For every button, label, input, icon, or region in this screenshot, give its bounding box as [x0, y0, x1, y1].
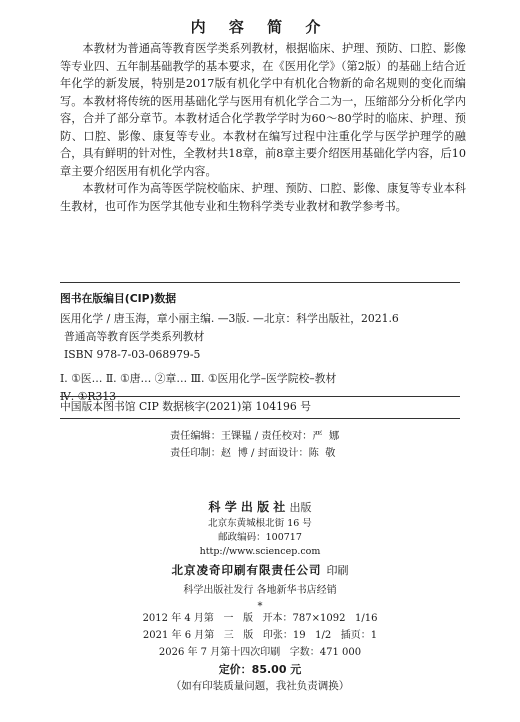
publisher-block [0, 498, 520, 614]
publisher-url: http://www.sciencep.com [199, 546, 321, 557]
section-title: 内 容 简 介 [190, 18, 330, 36]
quality-note: （如有印装质量问题，我社负责调换） [170, 680, 350, 692]
edition-block [0, 610, 520, 695]
edition-row-1: 2012 年 4 月第 一 版 开本：787×1092 1/16 [142, 613, 378, 624]
credits-editors: 责任编辑：王锞韫 / 责任校对：严 娜 [170, 431, 340, 442]
edition-row-2: 2021 年 6 月第 三 版 印张：19 1/2 插页：1 [142, 630, 378, 641]
cip-class-code: Ⅳ. ①R313 [60, 390, 117, 403]
publisher-role: 出版 [289, 501, 312, 514]
separator-star: * [257, 601, 263, 612]
publisher-name: 科 学 出 版 社 [208, 500, 286, 514]
divider-top [60, 282, 460, 283]
printer-role: 印刷 [326, 564, 349, 577]
cip-title-line: 医用化学 / 唐玉海，章小丽主编. —3版. —北京：科学出版社，2021.6 [60, 312, 399, 325]
divider-mid-1 [60, 396, 460, 397]
intro-paragraph-2: 本教材可作为高等医学院校临床、护理、预防、口腔、影像、康复等专业本科生教材，也可作为医学其他专业和生物科学类专业教材和教学参考书。 [60, 182, 466, 213]
cip-record: 中国版本图书馆 CIP 数据核字(2021)第 104196 号 [60, 400, 311, 413]
printer-name: 北京凌奇印刷有限责任公司 [171, 563, 322, 577]
intro-text [60, 40, 466, 215]
publisher-address: 北京东黄城根北街 16 号 [208, 518, 312, 529]
divider-mid-2 [60, 418, 460, 419]
cip-isbn: ISBN 978-7-03-068979-5 [64, 348, 201, 361]
edition-row-3: 2026 年 7 月第十四次印刷 字数：471 000 [158, 647, 362, 658]
distribution-line: 科学出版社发行 各地新华书店经销 [183, 585, 337, 596]
credits-production: 责任印制：赵 博 / 封面设计：陈 敬 [170, 448, 336, 459]
publisher-line [0, 498, 520, 517]
cip-block [60, 290, 470, 406]
cip-heading: 图书在版编目(CIP)数据 [60, 292, 177, 305]
price-line: 定价：85.00 元 [218, 663, 302, 676]
intro-paragraph-1: 本教材为普通高等教育医学类系列教材，根据临床、护理、预防、口腔、影像等专业四、五年制基础教学的基本要求，在《医用化学》（第2版）的基础上结合近年化学的新发展，特别是2017版有机化学中有机化合物新的命名规则的变化而编写。本教材将传统的医用基础化学与医用有机化学合二为一，压缩部分分析化学内容，合并了部分章节。本教材适合化学教学学时为60～80学时的临床、护理、预防、口腔、影像、康复等专业。本教材在编写过程中注重化学与医学护理学的融合，具有鲜明的针对性，全教材共18章，前8章主要介绍医用基础化学内容，后10章主要介绍医用有机化学内容。 [60, 42, 466, 178]
publisher-postcode: 邮政编码：100717 [218, 532, 302, 543]
cip-classification: Ⅰ. ①医… Ⅱ. ①唐… ②章… Ⅲ. ①医用化学–医学院校–教材 [60, 372, 337, 385]
credits-block [170, 428, 339, 462]
printer-line [0, 561, 520, 580]
cip-series-line: 普通高等教育医学类系列教材 [64, 330, 205, 343]
